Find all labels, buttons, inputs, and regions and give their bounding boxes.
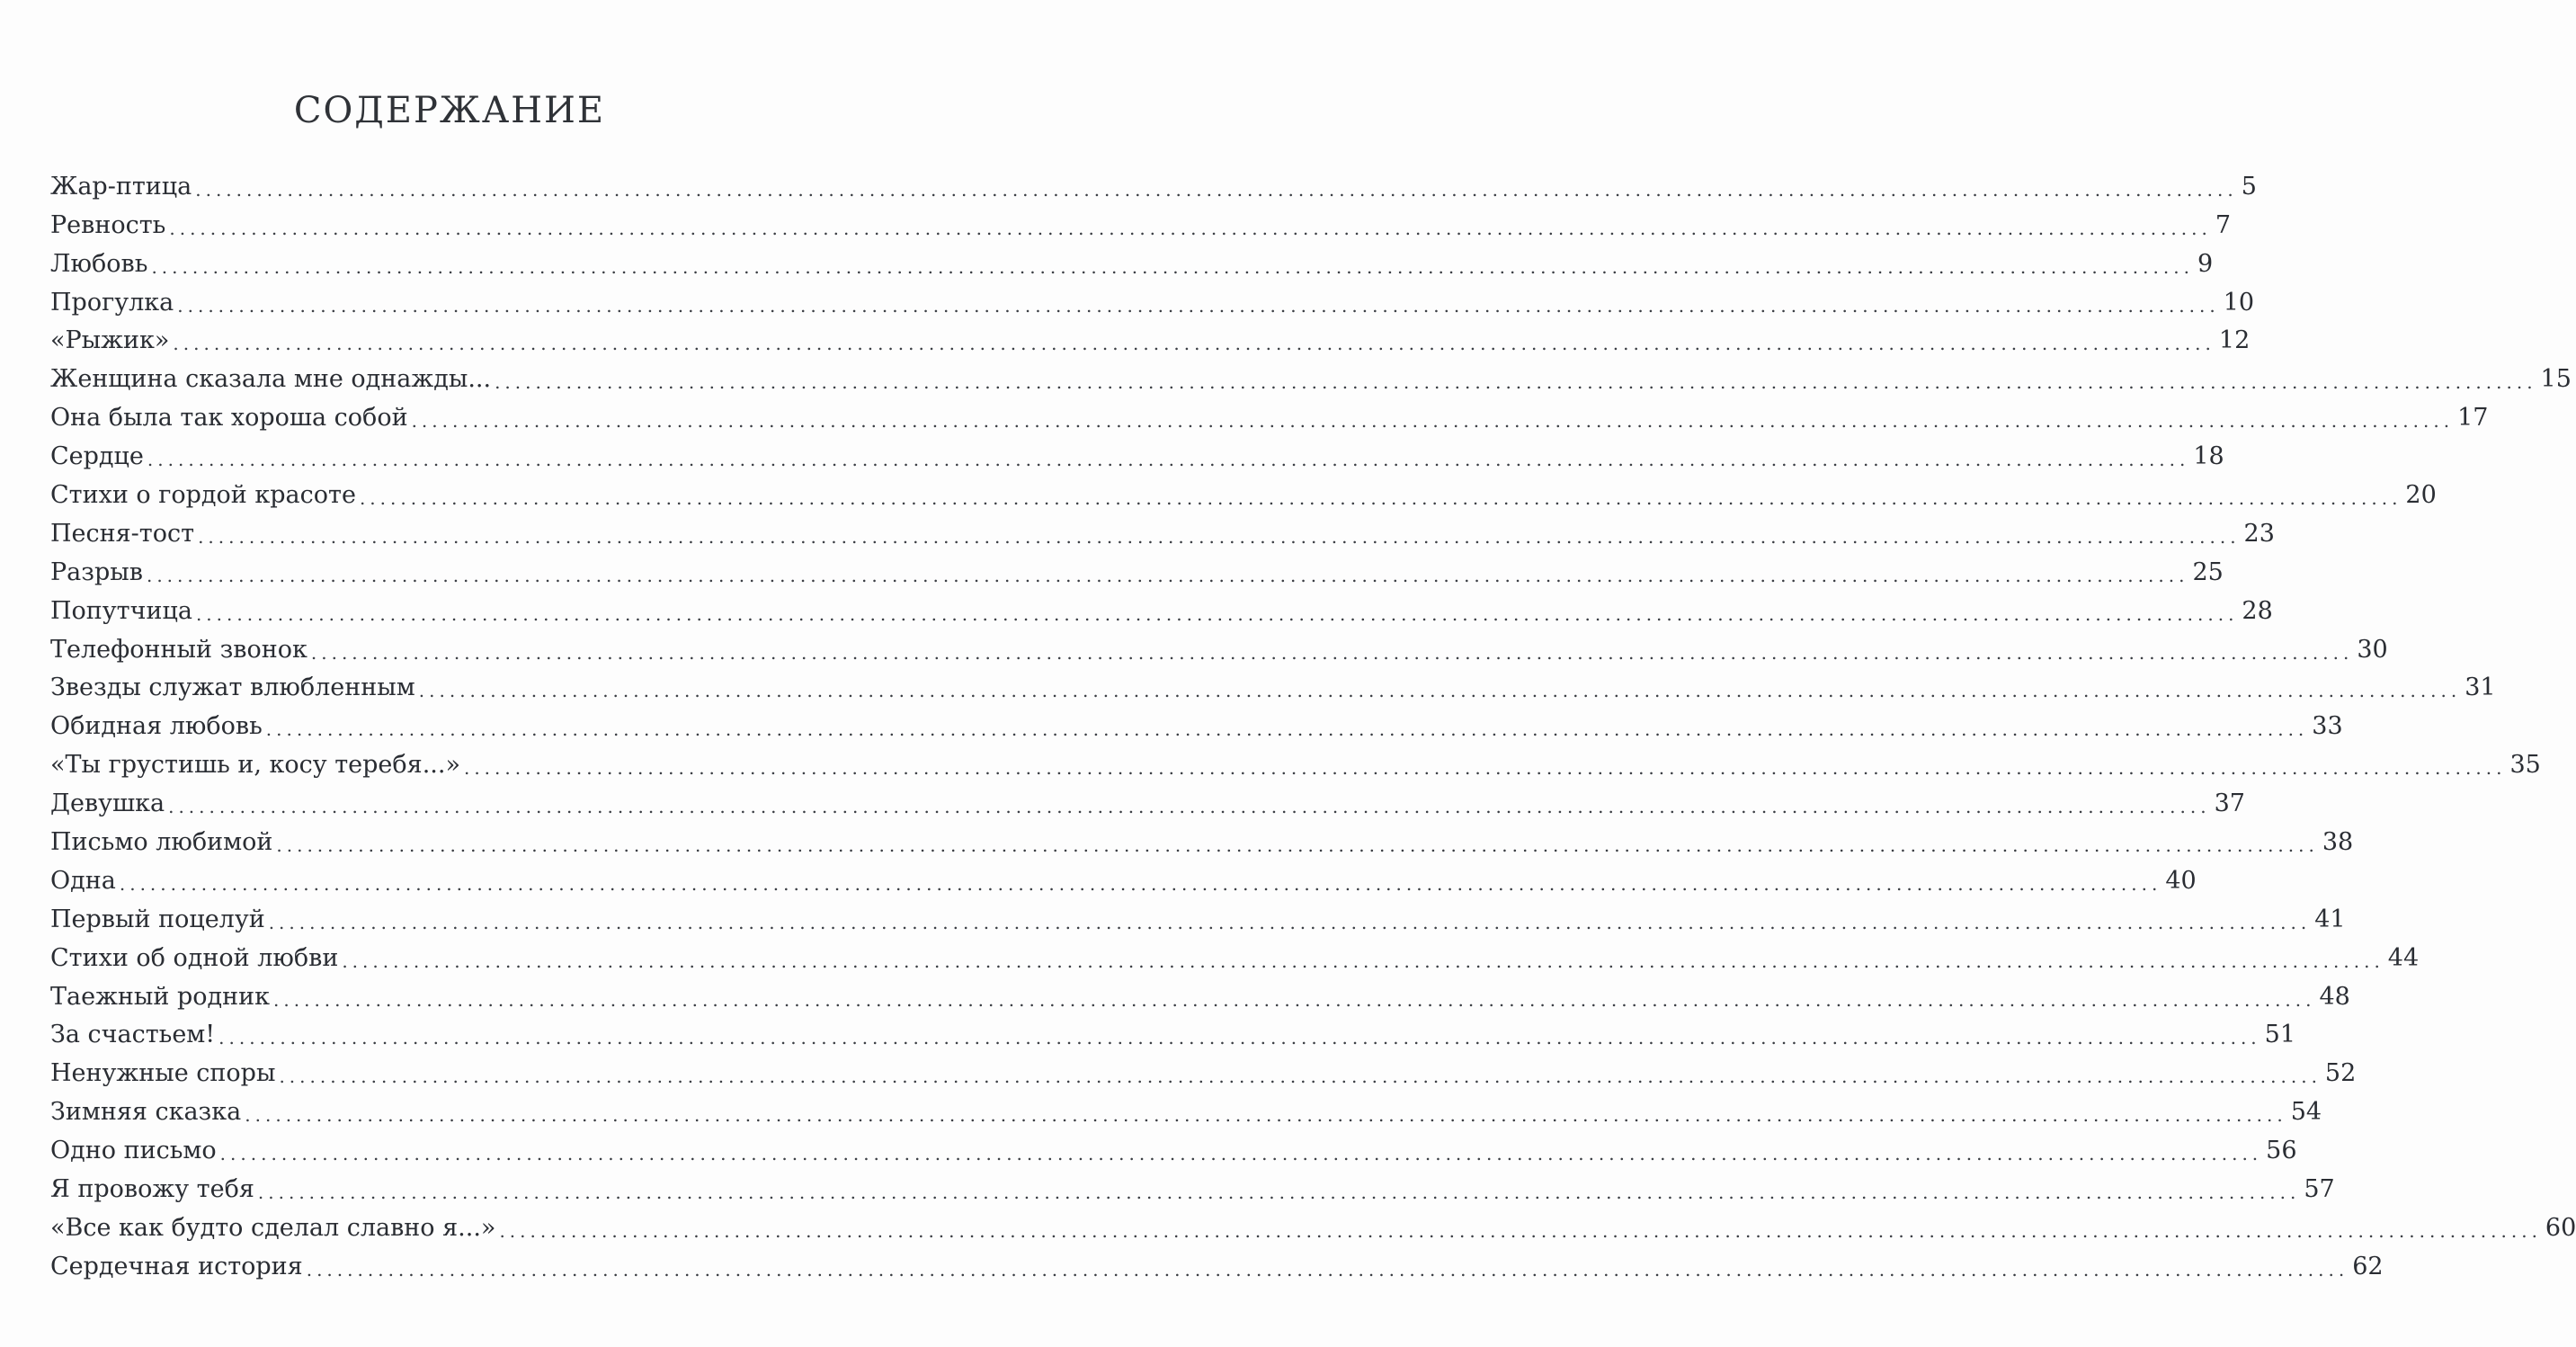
dot-leader: ........................................................................................................................................................................................................ xyxy=(306,1258,2349,1280)
toc-entry-title: «Все как будто сделал славно я...» xyxy=(50,1213,496,1242)
toc-entry-title: «Рыжик» xyxy=(50,326,170,355)
dot-leader: ........................................................................................................................................................................................................ xyxy=(265,718,2309,741)
dot-leader: ........................................................................................................................................................................................................ xyxy=(411,410,2455,433)
toc-entry-title: Разрыв xyxy=(50,558,143,586)
toc-entry-title: Письмо любимой xyxy=(50,828,273,857)
toc-entry-page-number: 23 xyxy=(2243,519,2275,548)
dot-leader: ........................................................................................................................................................................................................ xyxy=(276,834,2319,857)
toc-entry xyxy=(50,1093,2322,1131)
toc-entry-title: Первый поцелуй xyxy=(50,905,265,933)
toc-entry-title: Одна xyxy=(50,866,116,895)
dot-leader: ........................................................................................................................................................................................................ xyxy=(146,564,2189,586)
dot-leader: ........................................................................................................................................................................................................ xyxy=(463,757,2507,780)
toc-entry-title: Стихи о гордой красоте xyxy=(50,481,356,510)
toc-entry-title: Таежный родник xyxy=(50,982,271,1011)
toc-entry-page-number: 30 xyxy=(2357,635,2388,664)
toc-entry xyxy=(50,1016,2296,1055)
toc-entry-page-number: 37 xyxy=(2214,789,2245,818)
toc-entry xyxy=(50,437,2224,476)
toc-entry-page-number: 9 xyxy=(2197,249,2214,278)
dot-leader: ........................................................................................................................................................................................................ xyxy=(198,525,2241,548)
toc-entry-page-number: 25 xyxy=(2192,558,2224,586)
toc-entry xyxy=(50,1131,2297,1170)
dot-leader: ........................................................................................................................................................................................................ xyxy=(119,872,2162,895)
toc-entry xyxy=(50,630,2388,669)
toc-entry-page-number: 41 xyxy=(2314,905,2346,933)
dot-leader: ........................................................................................................................................................................................................ xyxy=(342,950,2384,972)
toc-entry-page-number: 62 xyxy=(2352,1252,2384,1280)
dot-leader: ........................................................................................................................................................................................................ xyxy=(173,333,2215,355)
dot-leader: ........................................................................................................................................................................................................ xyxy=(499,1219,2542,1242)
toc-entry-page-number: 40 xyxy=(2165,866,2197,895)
dot-leader: ........................................................................................................................................................................................................ xyxy=(495,371,2537,394)
dot-leader: ........................................................................................................................................................................................................ xyxy=(147,449,2190,471)
toc-entry xyxy=(50,206,2232,245)
toc-entry-title: Попутчица xyxy=(50,596,192,625)
toc-entry-page-number: 57 xyxy=(2304,1175,2335,1204)
toc-entry-page-number: 38 xyxy=(2322,828,2354,857)
table-of-contents xyxy=(50,167,2576,1286)
dot-leader: ........................................................................................................................................................................................................ xyxy=(257,1182,2301,1204)
toc-entry-title: Ревность xyxy=(50,210,166,239)
toc-entry-page-number: 56 xyxy=(2266,1137,2297,1165)
toc-entry xyxy=(50,283,2255,322)
toc-entry-title: Прогулка xyxy=(50,288,174,317)
dot-leader: ........................................................................................................................................................................................................ xyxy=(195,178,2238,201)
toc-entry-page-number: 48 xyxy=(2319,982,2350,1011)
toc-entry xyxy=(50,592,2273,630)
toc-entry-title: Сердце xyxy=(50,442,144,471)
dot-leader: ........................................................................................................................................................................................................ xyxy=(418,680,2462,702)
toc-entry xyxy=(50,707,2343,745)
toc-entry-page-number: 31 xyxy=(2465,674,2496,702)
toc-entry-title: «Ты грустишь и, косу теребя...» xyxy=(50,751,460,780)
toc-entry xyxy=(50,745,2541,784)
toc-entry xyxy=(50,977,2350,1016)
toc-entry xyxy=(50,167,2257,206)
toc-entry xyxy=(50,861,2197,900)
toc-entry-page-number: 15 xyxy=(2540,365,2572,394)
toc-entry xyxy=(50,1247,2384,1286)
toc-entry-title: Одно письмо xyxy=(50,1137,217,1165)
page-title: СОДЕРЖАНИЕ xyxy=(293,90,606,131)
dot-leader: ........................................................................................................................................................................................................ xyxy=(168,796,2211,818)
toc-entry-title: Обидная любовь xyxy=(50,712,263,741)
dot-leader: ........................................................................................................................................................................................................ xyxy=(169,217,2212,239)
toc-entry-page-number: 33 xyxy=(2312,712,2343,741)
toc-entry-title: Она была так хороша собой xyxy=(50,404,408,433)
toc-entry xyxy=(50,1209,2576,1247)
toc-entry-page-number: 17 xyxy=(2457,404,2489,433)
dot-leader: ........................................................................................................................................................................................................ xyxy=(310,641,2354,664)
dot-leader: ........................................................................................................................................................................................................ xyxy=(177,294,2220,317)
dot-leader: ........................................................................................................................................................................................................ xyxy=(268,911,2312,933)
toc-entry-title: Женщина сказала мне однажды... xyxy=(50,365,492,394)
toc-entry xyxy=(50,360,2572,398)
toc-entry xyxy=(50,398,2489,437)
toc-entry-title: Песня-тост xyxy=(50,519,195,548)
toc-entry xyxy=(50,245,2214,283)
toc-entry xyxy=(50,553,2224,592)
dot-leader: ........................................................................................................................................................................................................ xyxy=(279,1066,2322,1088)
toc-entry xyxy=(50,1170,2335,1209)
toc-entry-page-number: 54 xyxy=(2290,1098,2322,1127)
dot-leader: ........................................................................................................................................................................................................ xyxy=(273,988,2316,1011)
toc-entry xyxy=(50,939,2420,977)
toc-entry-page-number: 60 xyxy=(2545,1213,2576,1242)
toc-entry-title: Я провожу тебя xyxy=(50,1175,254,1204)
toc-entry xyxy=(50,669,2496,708)
toc-entry xyxy=(50,784,2245,823)
toc-entry-title: Зимняя сказка xyxy=(50,1098,242,1127)
toc-entry-page-number: 20 xyxy=(2405,481,2437,510)
toc-entry-page-number: 52 xyxy=(2324,1059,2357,1088)
toc-entry-title: Стихи об одной любви xyxy=(50,943,339,972)
toc-entry-page-number: 18 xyxy=(2193,442,2224,471)
toc-entry-title: Любовь xyxy=(50,249,148,278)
toc-entry xyxy=(50,1054,2357,1093)
toc-entry-page-number: 28 xyxy=(2242,596,2273,625)
toc-entry xyxy=(50,900,2346,939)
toc-entry-page-number: 44 xyxy=(2387,943,2420,972)
toc-entry-title: За счастьем! xyxy=(50,1021,216,1049)
toc-entry-title: Жар-птица xyxy=(50,172,192,201)
toc-entry xyxy=(50,322,2251,361)
dot-leader: ........................................................................................................................................................................................................ xyxy=(245,1104,2287,1127)
dot-leader: ........................................................................................................................................................................................................ xyxy=(359,487,2402,510)
toc-entry-page-number: 35 xyxy=(2509,751,2541,780)
dot-leader: ........................................................................................................................................................................................................ xyxy=(151,255,2194,278)
toc-entry-page-number: 12 xyxy=(2218,326,2251,355)
toc-entry-title: Телефонный звонок xyxy=(50,635,308,664)
toc-entry-title: Сердечная история xyxy=(50,1252,303,1280)
dot-leader: ........................................................................................................................................................................................................ xyxy=(219,1143,2263,1165)
toc-entry-title: Ненужные споры xyxy=(50,1059,276,1088)
toc-entry-page-number: 7 xyxy=(2215,210,2232,239)
dot-leader: ........................................................................................................................................................................................................ xyxy=(195,602,2239,625)
toc-entry-page-number: 10 xyxy=(2223,288,2255,317)
toc-entry-page-number: 5 xyxy=(2241,172,2257,201)
toc-entry xyxy=(50,476,2437,514)
toc-entry-page-number: 51 xyxy=(2264,1021,2296,1049)
toc-entry-title: Звезды служат влюбленным xyxy=(50,674,415,702)
toc-entry-title: Девушка xyxy=(50,789,165,818)
toc-entry xyxy=(50,823,2354,861)
dot-leader: ........................................................................................................................................................................................................ xyxy=(218,1027,2261,1049)
toc-entry xyxy=(50,514,2275,553)
